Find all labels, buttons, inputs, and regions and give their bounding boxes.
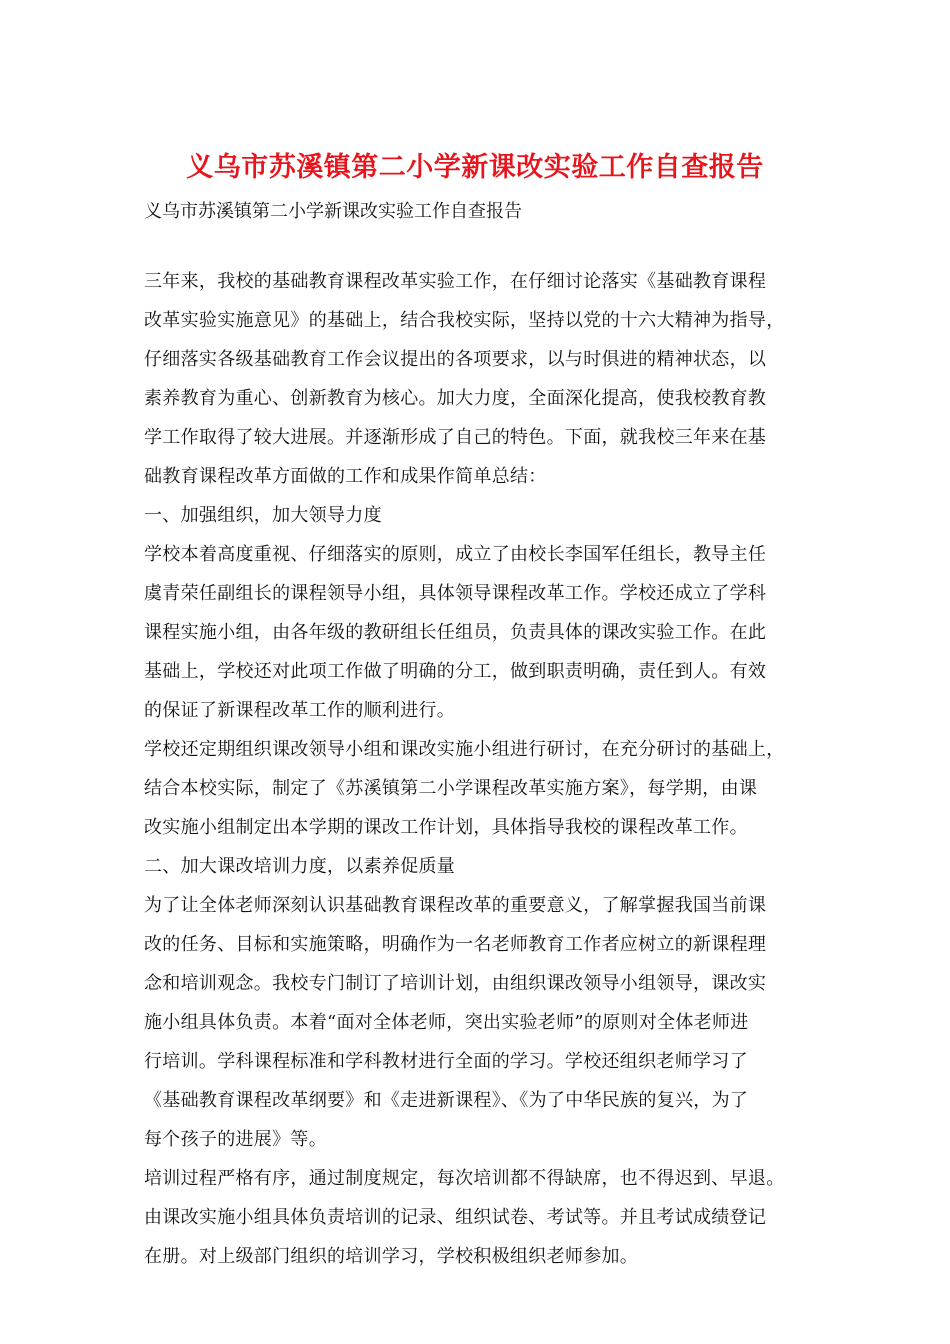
body-text-line: 三年来，我校的基础教育课程改革实验工作，在仔细讨论落实《基础教育课程 [144,271,767,292]
body-text-line: 虞青荣任副组长的课程领导小组，具体领导课程改革工作。学校还成立了学科 [144,583,767,604]
body-text-line: 一、加强组织，加大领导力度 [144,505,382,526]
body-text-line: 结合本校实际，制定了《苏溪镇第二小学课程改革实施方案》，每学期，由课 [144,778,758,799]
body-text-line: 的保证了新课程改革工作的顺利进行。 [144,700,456,721]
body-text-line: 学校还定期组织课改领导小组和课改实施小组进行研讨，在充分研讨的基础上， [144,739,785,760]
body-text-line: 为了让全体老师深刻认识基础教育课程改革的重要意义，了解掌握我国当前课 [144,895,767,916]
document-body [144,262,824,1276]
body-text-line: 二、加大课改培训力度，以素养促质量 [144,856,456,877]
body-text-line: 基础上，学校还对此项工作做了明确的分工，做到职责明确，责任到人。有效 [144,661,767,682]
body-text-line: 每个孩子的进展》等。 [144,1129,327,1150]
body-text-line: 在册。对上级部门组织的培训学习，学校积极组织老师参加。 [144,1246,639,1267]
body-text-line: 仔细落实各级基础教育工作会议提出的各项要求，以与时俱进的精神状态，以 [144,349,767,370]
body-text-line: 学校本着高度重视、仔细落实的原则，成立了由校长李国军任组长，教导主任 [144,544,767,565]
body-text-line: 施小组具体负责。本着“面对全体老师，突出实验老师”的原则对全体老师进 [144,1012,749,1033]
body-text-line: 改实施小组制定出本学期的课改工作计划，具体指导我校的课程改革工作。 [144,817,748,838]
body-text-line: 素养教育为重心、创新教育为核心。加大力度，全面深化提高，使我校教育教 [144,388,767,409]
body-text-line: 《基础教育课程改革纲要》和《走进新课程》、《为了中华民族的复兴，为了 [144,1090,749,1111]
body-text-line: 由课改实施小组具体负责培训的记录、组织试卷、考试等。并且考试成绩登记 [144,1207,767,1228]
body-text-line: 改的任务、目标和实施策略，明确作为一名老师教育工作者应树立的新课程理 [144,934,767,955]
document-title: 义乌市苏溪镇第二小学新课改实验工作自查报告 [186,152,764,183]
body-text-line: 行培训。学科课程标准和学科教材进行全面的学习。学校还组织老师学习了 [144,1051,748,1072]
body-text-line: 培训过程严格有序，通过制度规定，每次培训都不得缺席，也不得迟到、早退。 [144,1168,785,1189]
body-text-line: 改革实验实施意见》的基础上，结合我校实际，坚持以党的十六大精神为指导， [144,310,785,331]
body-text-line: 念和培训观念。我校专门制订了培训计划，由组织课改领导小组领导，课改实 [144,973,767,994]
body-text-line: 学工作取得了较大进展。并逐渐形成了自己的特色。下面，就我校三年来在基 [144,427,767,448]
body-text-line: 课程实施小组，由各年级的教研组长任组员，负责具体的课改实验工作。在此 [144,622,767,643]
document-subtitle: 义乌市苏溪镇第二小学新课改实验工作自查报告 [144,201,522,222]
body-text-line: 础教育课程改革方面做的工作和成果作简单总结： [144,466,547,487]
